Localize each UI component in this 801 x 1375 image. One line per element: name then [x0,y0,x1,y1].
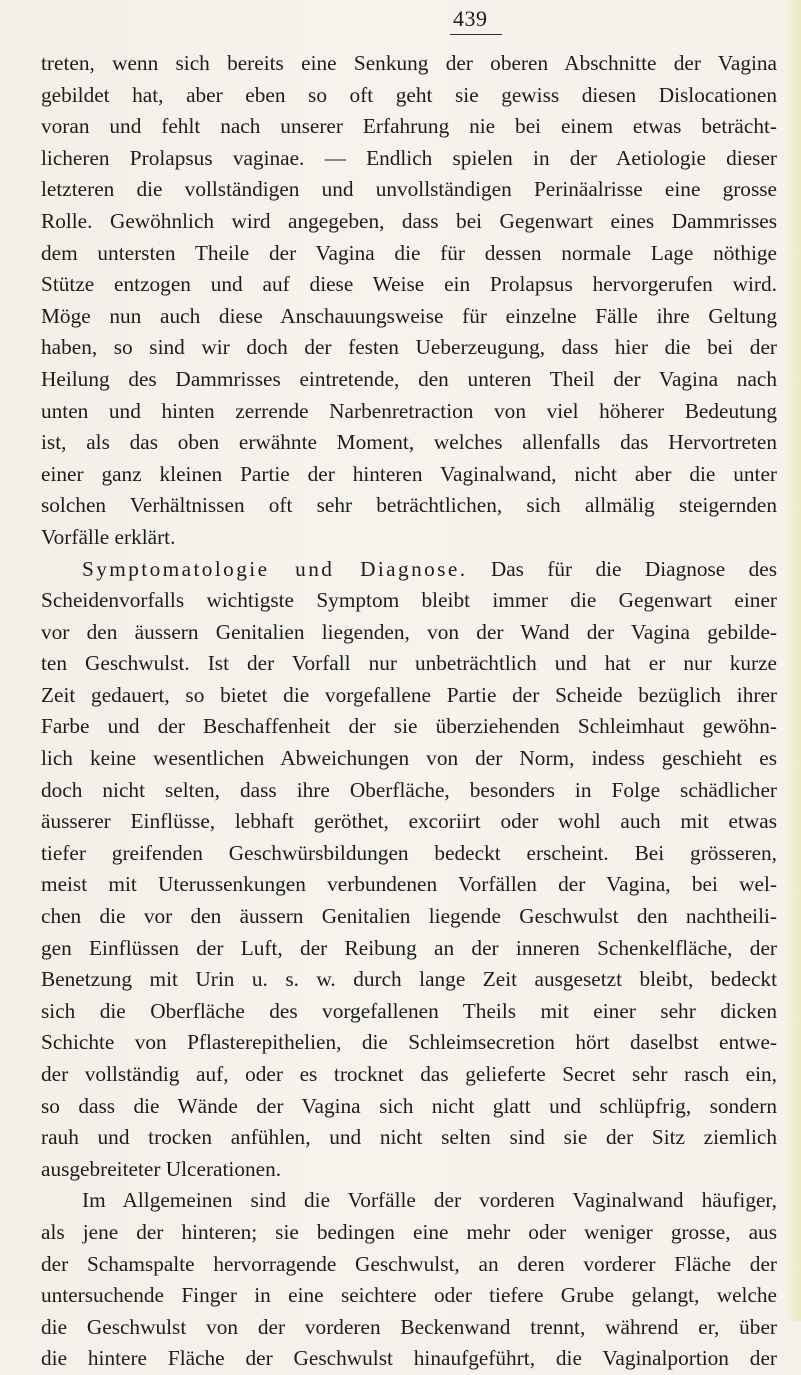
text-line: treten, wenn sich bereits eine Senkung der oberen Abschnitte der Vagina [41,51,777,75]
text-line: gebildet hat, aber eben so oft geht sie gewiss diesen Dislocationen [41,82,777,107]
text-line: ist, als das oben erwähnte Moment, welches allenfalls das Hervortreten [41,430,777,455]
text-line: Schichte von Pflasterepithelien, die Schleimsecretion hört daselbst entwe- [41,1030,777,1055]
text-line: als jene der hinteren; sie bedingen eine mehr oder weniger grosse, aus [41,1219,777,1244]
body-text [41,48,777,1375]
text-line: Farbe und der Beschaffenheit der sie überziehenden Schleimhaut gewöhn- [41,714,777,739]
text-line: haben, so sind wir doch der festen Ueberzeugung, dass hier die bei der [41,335,777,360]
text-line: dem untersten Theile der Vagina die für dessen normale Lage nöthige [41,240,777,265]
text-line: einer ganz kleinen Partie der hinteren Vaginalwand, nicht aber die unter [41,461,777,486]
text-line: voran und fehlt nach unserer Erfahrung nie bei einem etwas beträcht- [41,114,777,139]
section-heading-line [41,554,777,586]
text-line: gen Einflüssen der Luft, der Reibung an der inneren Schenkelfläche, der [41,935,777,960]
text-line: der vollständig auf, oder es trocknet das gelieferte Secret sehr rasch ein, [41,1062,777,1086]
text-line: letzteren die vollständigen und unvollständigen Perinäalrisse eine grosse [41,177,777,202]
page-number: 439 [453,6,488,31]
text-line: licheren Prolapsus vaginae. — Endlich spielen in der Aetiologie dieser [41,145,777,170]
text-line: Vorfälle erklärt. [41,524,176,549]
text-line-continuation: Das für die Diagnose des [490,556,777,581]
text-line: Möge nun auch diese Anschauungsweise für einzelne Fälle ihre Geltung [41,303,777,328]
text-line: chen die vor den äussern Genitalien liegende Geschwulst den nachtheili- [41,904,777,929]
text-line: unten und hinten zerrende Narbenretraction von viel höherer Bedeutung [41,398,777,423]
text-line: die Geschwulst von der vorderen Beckenwand trennt, während er, über [41,1314,777,1339]
text-line: die hintere Fläche der Geschwulst hinaufgeführt, die Vaginalportion der [41,1346,777,1371]
text-line: Stütze entzogen und auf diese Weise ein Prolapsus hervorgerufen wird. [41,272,777,297]
text-line: ten Geschwulst. Ist der Vorfall nur unbeträchtlich und hat er nur kurze [41,651,777,676]
text-line: Benetzung mit Urin u. s. w. durch lange Zeit ausgesetzt bleibt, bedeckt [41,967,777,992]
text-line: Scheidenvorfalls wichtigste Symptom bleibt immer die Gegenwart einer [41,588,777,613]
text-line: lich keine wesentlichen Abweichungen von der Norm, indess geschieht es [41,746,777,771]
text-line: doch nicht selten, dass ihre Oberfläche, besonders in Folge schädlicher [41,777,777,802]
text-line: untersuchende Finger in eine seichtere oder tiefere Grube gelangt, welche [41,1283,777,1308]
text-line: der Schamspalte hervorragende Geschwulst, an deren vorderer Fläche der [41,1251,777,1276]
text-line: ausgebreiteter Ulcerationen. [41,1156,282,1181]
text-line: vor den äussern Genitalien liegenden, von der Wand der Vagina gebilde- [41,619,777,644]
text-line: rauh und trocken anfühlen, und nicht selten sind sie der Sitz ziemlich [41,1125,777,1150]
section-heading: Symptomatologie und Diagnose. [82,556,468,581]
text-line: solchen Verhältnissen oft sehr beträchtlichen, sich allmälig steigernden [41,493,777,518]
page-number-underline [450,34,502,35]
text-line: tiefer greifenden Geschwürsbildungen bedeckt erscheint. Bei grösseren, [41,840,777,865]
text-line: Zeit gedauert, so bietet die vorgefallene Partie der Scheide bezüglich ihrer [41,682,777,707]
text-line: meist mit Uterussenkungen verbundenen Vorfällen der Vagina, bei wel- [41,872,777,897]
text-line: äusserer Einflüsse, lebhaft geröthet, excoriirt oder wohl auch mit etwas [41,809,777,834]
text-line: sich die Oberfläche des vorgefallenen Theils mit einer sehr dicken [41,998,777,1023]
text-line: Heilung des Dammrisses eintretende, den unteren Theil der Vagina nach [41,366,777,391]
text-line: Rolle. Gewöhnlich wird angegeben, dass bei Gegenwart eines Dammrisses [41,208,777,233]
page-edge-discoloration [783,0,801,1321]
text-line: Im Allgemeinen sind die Vorfälle der vorderen Vaginalwand häufiger, [82,1188,777,1213]
text-line: so dass die Wände der Vagina sich nicht glatt und schlüpfrig, sondern [41,1093,777,1118]
